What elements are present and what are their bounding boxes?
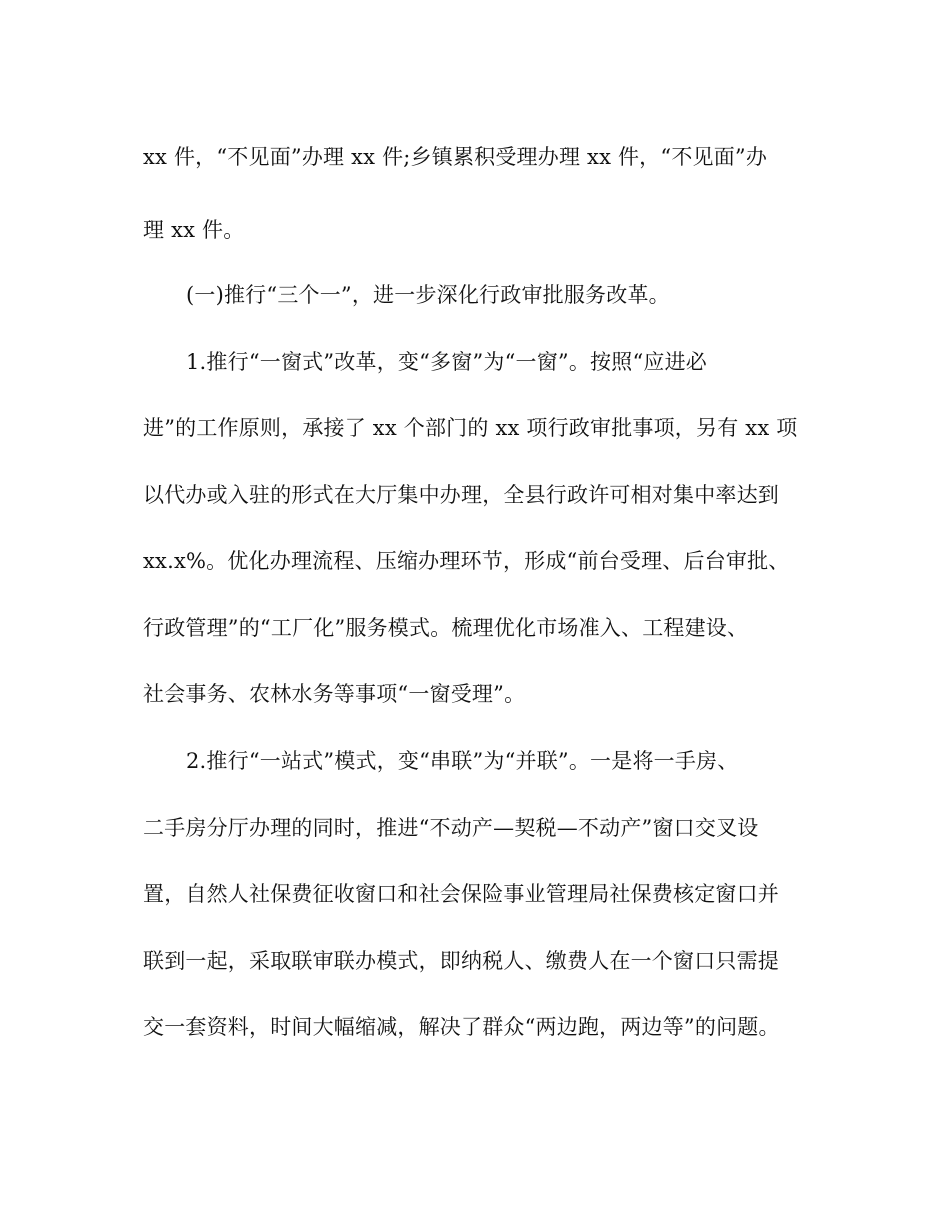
paragraph-line: 理 xx 件。 — [143, 218, 245, 242]
section-heading: (一)推行“三个一”，进一步深化行政审批服务改革。 — [186, 283, 670, 307]
paragraph-line: 社会事务、农林水务等事项“一窗受理”。 — [143, 682, 526, 706]
paragraph-line: 以代办或入驻的形式在大厅集中办理，全县行政许可相对集中率达到 — [143, 483, 779, 507]
paragraph-line: xx 件，“不见面”办理 xx 件;乡镇累积受理办理 xx 件，“不见面”办 — [143, 145, 768, 169]
paragraph-line: 1.推行“一窗式”改革，变“多窗”为“一窗”。按照“应进必 — [186, 350, 707, 374]
paragraph-line: 交一套资料，时间大幅缩减，解决了群众“两边跑，两边等”的问题。 — [143, 1015, 780, 1039]
paragraph-line: 进”的工作原则，承接了 xx 个部门的 xx 项行政审批事项，另有 xx 项 — [143, 416, 798, 440]
paragraph-line: xx.x%。优化办理流程、压缩办理环节，形成“前台受理、后台审批、 — [143, 549, 790, 573]
paragraph-line: 二手房分厅办理的同时，推进“不动产—契税—不动产”窗口交叉设 — [143, 816, 759, 840]
paragraph-line: 行政管理”的“工厂化”服务模式。梳理优化市场准入、工程建设、 — [143, 616, 749, 640]
paragraph-line: 联到一起，采取联审联办模式，即纳税人、缴费人在一个窗口只需提 — [143, 949, 779, 973]
paragraph-line: 置，自然人社保费征收窗口和社会保险事业管理局社保费核定窗口并 — [143, 882, 779, 906]
paragraph-line: 2.推行“一站式”模式，变“串联”为“并联”。一是将一手房、 — [186, 749, 739, 773]
